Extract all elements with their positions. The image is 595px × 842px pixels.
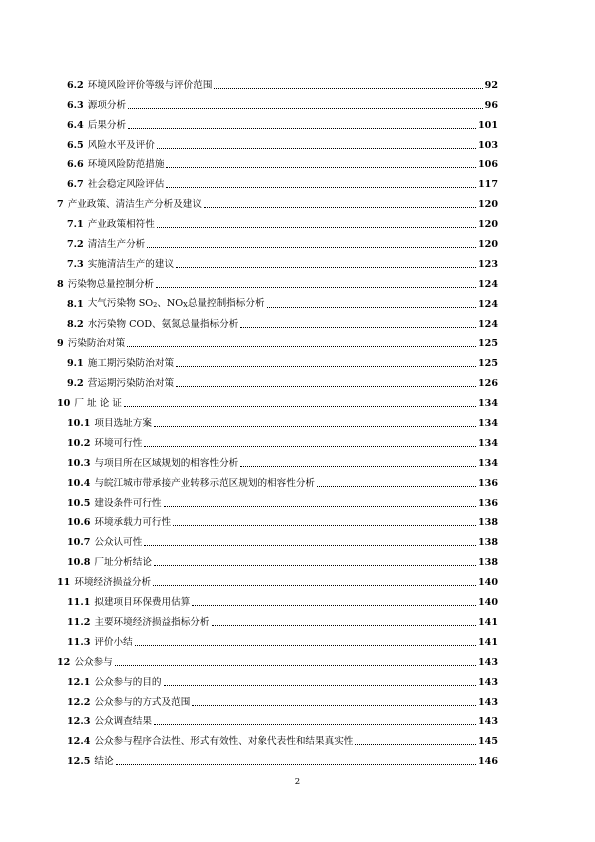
- toc-entry[interactable]: [0, 410, 595, 430]
- toc-title-part: 总量控制指标分析: [187, 297, 265, 309]
- toc-title-part: 、NO: [157, 297, 184, 309]
- toc-dot-leader: [240, 327, 476, 328]
- toc-dot-leader: [176, 267, 476, 268]
- toc-dot-leader: [204, 207, 476, 208]
- toc-section-title: 环境风险评价等级与评价范围: [87, 79, 213, 91]
- toc-section-number: 6.4: [67, 119, 84, 131]
- toc-section-number: 10.2: [67, 437, 91, 449]
- toc-dot-leader: [127, 346, 476, 347]
- toc-section-number: 12.5: [67, 756, 91, 768]
- toc-page-number: 117: [477, 179, 498, 191]
- toc-section-title: 污染防治对策: [67, 338, 126, 350]
- toc-section-number: 6.7: [67, 179, 84, 191]
- toc-page-number: 124: [477, 298, 498, 310]
- toc-entry[interactable]: [0, 510, 595, 530]
- toc-dot-leader: [240, 466, 476, 467]
- toc-entry[interactable]: [0, 311, 595, 331]
- toc-dot-leader: [128, 108, 483, 109]
- toc-entry[interactable]: [0, 291, 595, 311]
- toc-section-number: 12.4: [67, 736, 91, 748]
- toc-dot-leader: [173, 525, 476, 526]
- toc-page-number: 134: [477, 418, 498, 430]
- toc-dot-leader: [192, 605, 476, 606]
- toc-section-number: 10.3: [67, 457, 91, 469]
- toc-section-title: 公众参与的方式及范围: [94, 696, 191, 708]
- toc-section-title: 后果分析: [87, 119, 127, 131]
- toc-dot-leader: [156, 287, 476, 288]
- toc-section-title: 风险水平及评价: [87, 139, 155, 151]
- toc-dot-leader: [154, 565, 476, 566]
- toc-section-title: 产业政策相符性: [87, 219, 155, 231]
- toc-entry[interactable]: [0, 350, 595, 370]
- toc-section-title: 公众参与的目的: [94, 676, 162, 688]
- table-of-contents: [0, 72, 595, 768]
- toc-page-number: 120: [477, 199, 498, 211]
- toc-entry[interactable]: [0, 231, 595, 251]
- toc-page-number: 138: [477, 517, 498, 529]
- toc-entry[interactable]: [0, 271, 595, 291]
- toc-title-subscript: X: [183, 300, 188, 309]
- toc-section-title: 污染物总量控制分析: [67, 278, 155, 290]
- toc-dot-leader: [176, 386, 476, 387]
- toc-section-number: 10.6: [67, 517, 91, 529]
- toc-entry[interactable]: [0, 331, 595, 351]
- toc-dot-leader: [176, 366, 476, 367]
- toc-dot-leader: [212, 625, 476, 626]
- toc-entry[interactable]: [0, 390, 595, 410]
- toc-entry[interactable]: [0, 490, 595, 510]
- toc-dot-leader: [166, 167, 476, 168]
- toc-dot-leader: [192, 705, 476, 706]
- toc-section-title: [88, 298, 265, 311]
- toc-section-number: 6.2: [67, 79, 84, 91]
- toc-title-subscript: 2: [153, 300, 158, 309]
- toc-section-title: 建设条件可行性: [94, 497, 162, 509]
- toc-entry[interactable]: [0, 728, 595, 748]
- toc-page-number: 143: [477, 696, 498, 708]
- toc-section-title: 环境经济损益分析: [74, 577, 152, 589]
- toc-section-number: 10.5: [67, 497, 91, 509]
- toc-section-title: 与皖江城市带承接产业转移示范区规划的相容性分析: [94, 477, 316, 489]
- toc-section-number: 10: [57, 398, 71, 410]
- toc-title-part: 大气污染物 SO: [87, 297, 154, 309]
- toc-entry[interactable]: [0, 112, 595, 132]
- toc-section-number: 7.2: [67, 239, 84, 251]
- toc-section-title: 环境可行性: [94, 437, 143, 449]
- toc-section-number: 12: [57, 656, 71, 668]
- toc-section-number: 12.1: [67, 676, 91, 688]
- toc-section-title: 厂址分析结论: [94, 557, 152, 569]
- toc-entry[interactable]: [0, 649, 595, 669]
- toc-section-number: 10.1: [67, 418, 91, 430]
- toc-entry[interactable]: [0, 689, 595, 709]
- toc-section-title: 公众调查结果: [94, 716, 152, 728]
- toc-section-number: 11.2: [67, 616, 91, 628]
- toc-page-number: 138: [477, 537, 498, 549]
- toc-section-number: 6.5: [67, 139, 84, 151]
- toc-section-title: 厂 址 论 证: [74, 398, 122, 410]
- toc-page-number: 140: [477, 597, 498, 609]
- toc-section-title: 源项分析: [87, 99, 127, 111]
- toc-page-number: 103: [477, 139, 498, 151]
- toc-section-title: 公众参与程序合法性、形式有效性、对象代表性和结果真实性: [94, 736, 354, 748]
- toc-dot-leader: [355, 744, 476, 745]
- toc-entry[interactable]: [0, 211, 595, 231]
- page-number: 2: [294, 777, 301, 787]
- toc-page-number: 123: [477, 258, 498, 270]
- toc-page-number: 143: [477, 716, 498, 728]
- toc-section-number: 11.1: [67, 597, 91, 609]
- toc-section-title: 营运期污染防治对策: [87, 378, 175, 390]
- toc-page-number: 124: [477, 318, 498, 330]
- toc-dot-leader: [115, 665, 476, 666]
- toc-entry[interactable]: [0, 152, 595, 172]
- toc-section-number: 9.1: [67, 358, 84, 370]
- toc-page-number: 92: [484, 79, 498, 91]
- toc-page-number: 96: [484, 99, 498, 111]
- toc-dot-leader: [147, 247, 476, 248]
- toc-dot-leader: [144, 446, 476, 447]
- toc-section-number: 8.1: [67, 298, 84, 310]
- toc-section-title: 环境风险防范措施: [87, 159, 165, 171]
- toc-page-number: 120: [477, 219, 498, 231]
- toc-section-title: 拟建项目环保费用估算: [94, 597, 191, 609]
- toc-entry[interactable]: [0, 709, 595, 729]
- toc-page-number: 146: [477, 756, 498, 768]
- toc-section-title: 公众参与: [74, 656, 113, 668]
- toc-page-number: 143: [477, 656, 498, 668]
- toc-entry[interactable]: [0, 529, 595, 549]
- toc-dot-leader: [317, 486, 476, 487]
- toc-section-title: 项目选址方案: [94, 418, 152, 430]
- toc-section-number: 11.3: [67, 636, 91, 648]
- toc-entry[interactable]: [0, 629, 595, 649]
- toc-section-number: 6.3: [67, 99, 84, 111]
- toc-section-title: 实施清洁生产的建议: [87, 258, 175, 270]
- toc-section-number: 7: [57, 199, 64, 211]
- toc-entry[interactable]: [0, 450, 595, 470]
- toc-section-number: 8: [57, 278, 64, 290]
- toc-section-number: 6.6: [67, 159, 84, 171]
- toc-section-number: 9: [57, 338, 64, 350]
- toc-section-title: 产业政策、清洁生产分析及建议: [67, 199, 202, 211]
- toc-dot-leader: [135, 645, 476, 646]
- toc-page-number: 141: [477, 636, 498, 648]
- toc-page-number: 136: [477, 477, 498, 489]
- toc-section-number: 12.2: [67, 696, 91, 708]
- toc-entry[interactable]: [0, 569, 595, 589]
- toc-section-title: 清洁生产分析: [87, 239, 146, 251]
- toc-dot-leader: [153, 585, 476, 586]
- toc-page-number: 134: [477, 398, 498, 410]
- toc-dot-leader: [214, 88, 482, 89]
- toc-entry[interactable]: [0, 370, 595, 390]
- toc-page-number: 136: [477, 497, 498, 509]
- toc-page-number: 143: [477, 676, 498, 688]
- toc-dot-leader: [154, 724, 476, 725]
- toc-section-title: 评价小结: [94, 636, 133, 648]
- toc-section-number: 10.8: [67, 557, 91, 569]
- toc-section-title: 与项目所在区域规划的相容性分析: [94, 457, 239, 469]
- toc-page-number: 120: [477, 239, 498, 251]
- toc-page-number: 126: [477, 378, 498, 390]
- toc-page-number: 141: [477, 616, 498, 628]
- toc-page-number: 138: [477, 557, 498, 569]
- toc-section-title: 结论: [94, 756, 114, 768]
- toc-section-number: 8.2: [67, 318, 84, 330]
- toc-section-number: 7.1: [67, 219, 84, 231]
- toc-page-number: 145: [477, 736, 498, 748]
- toc-page-number: 124: [477, 278, 498, 290]
- toc-dot-leader: [128, 128, 476, 129]
- toc-dot-leader: [164, 506, 476, 507]
- toc-dot-leader: [154, 426, 476, 427]
- toc-page-number: 106: [477, 159, 498, 171]
- toc-dot-leader: [116, 764, 476, 765]
- toc-entry[interactable]: [0, 251, 595, 271]
- toc-dot-leader: [157, 148, 476, 149]
- toc-section-number: 10.4: [67, 477, 91, 489]
- toc-dot-leader: [144, 545, 476, 546]
- toc-section-title: 主要环境经济损益指标分析: [94, 616, 210, 628]
- toc-entry[interactable]: [0, 72, 595, 92]
- toc-dot-leader: [267, 307, 476, 308]
- toc-page-number: 101: [477, 119, 498, 131]
- toc-section-title: 社会稳定风险评估: [87, 179, 165, 191]
- toc-dot-leader: [124, 406, 476, 407]
- toc-page-number: 140: [477, 577, 498, 589]
- toc-section-number: 9.2: [67, 378, 84, 390]
- toc-entry[interactable]: [0, 669, 595, 689]
- toc-page-number: 125: [477, 358, 498, 370]
- toc-section-number: 11: [57, 577, 71, 589]
- toc-entry[interactable]: [0, 748, 595, 768]
- toc-section-number: 12.3: [67, 716, 91, 728]
- toc-entry[interactable]: [0, 589, 595, 609]
- toc-section-title: 施工期污染防治对策: [87, 358, 175, 370]
- toc-page-number: 125: [477, 338, 498, 350]
- toc-entry[interactable]: [0, 92, 595, 112]
- toc-section-title: 水污染物 COD、氨氮总量指标分析: [87, 318, 239, 330]
- toc-section-title: 环境承载力可行性: [94, 517, 172, 529]
- toc-page-number: 134: [477, 437, 498, 449]
- toc-section-number: 7.3: [67, 258, 84, 270]
- toc-entry[interactable]: [0, 430, 595, 450]
- toc-entry[interactable]: [0, 549, 595, 569]
- toc-entry[interactable]: [0, 171, 595, 191]
- toc-entry[interactable]: [0, 191, 595, 211]
- toc-section-title: 公众认可性: [94, 537, 143, 549]
- toc-dot-leader: [157, 227, 476, 228]
- toc-entry[interactable]: [0, 470, 595, 490]
- toc-entry[interactable]: [0, 609, 595, 629]
- toc-dot-leader: [166, 187, 476, 188]
- toc-dot-leader: [164, 685, 476, 686]
- toc-page-number: 134: [477, 457, 498, 469]
- toc-entry[interactable]: [0, 132, 595, 152]
- toc-section-number: 10.7: [67, 537, 91, 549]
